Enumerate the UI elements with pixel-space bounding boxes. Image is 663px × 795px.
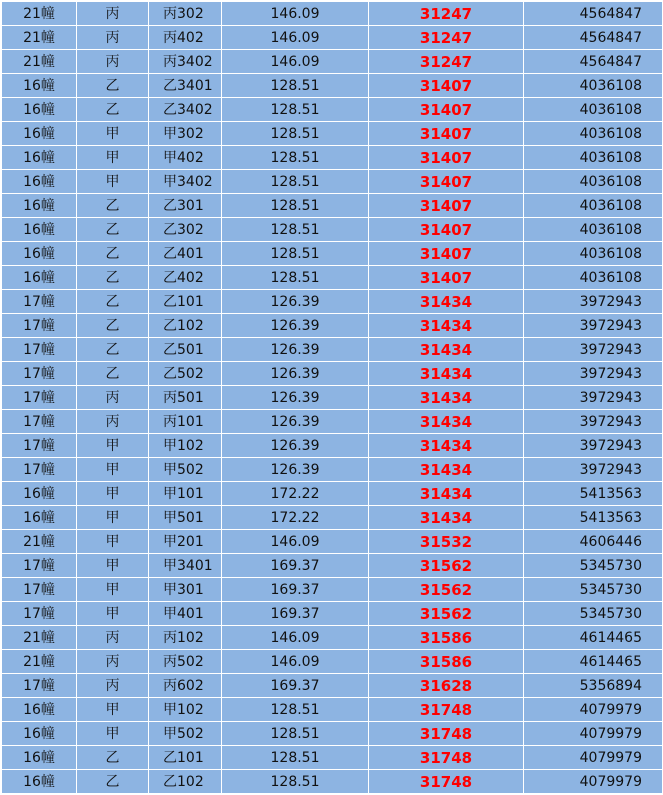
room-cell: 丙602 [149,674,222,698]
area-cell: 126.39 [222,386,369,410]
unit-cell: 乙 [77,218,149,242]
room-cell: 甲3401 [149,554,222,578]
unit-cell: 甲 [77,170,149,194]
building-cell: 17幢 [2,410,77,434]
table-row [2,26,663,50]
unit-price-cell: 31434 [369,290,524,314]
unit-cell: 甲 [77,434,149,458]
unit-cell: 乙 [77,338,149,362]
building-cell: 17幢 [2,338,77,362]
room-cell: 乙302 [149,218,222,242]
total-price-cell: 4036108 [524,74,663,98]
building-cell: 16幢 [2,194,77,218]
unit-price-cell: 31407 [369,74,524,98]
room-cell: 甲502 [149,722,222,746]
total-price-cell: 4036108 [524,170,663,194]
total-price-cell: 5413563 [524,482,663,506]
room-cell: 丙101 [149,410,222,434]
unit-price-cell: 31434 [369,434,524,458]
unit-cell: 丙 [77,410,149,434]
total-price-cell: 4036108 [524,266,663,290]
total-price-cell: 4606446 [524,530,663,554]
room-cell: 丙501 [149,386,222,410]
unit-price-cell: 31434 [369,410,524,434]
total-price-cell: 4036108 [524,194,663,218]
building-cell: 21幢 [2,530,77,554]
unit-cell: 乙 [77,242,149,266]
building-cell: 16幢 [2,218,77,242]
table-row [2,338,663,362]
unit-price-cell: 31247 [369,2,524,26]
area-cell: 128.51 [222,218,369,242]
area-cell: 126.39 [222,434,369,458]
table-row [2,530,663,554]
area-cell: 128.51 [222,98,369,122]
unit-price-cell: 31748 [369,770,524,794]
area-cell: 146.09 [222,626,369,650]
building-cell: 16幢 [2,122,77,146]
area-cell: 172.22 [222,482,369,506]
unit-cell: 甲 [77,554,149,578]
unit-cell: 乙 [77,98,149,122]
unit-price-cell: 31247 [369,26,524,50]
building-cell: 17幢 [2,554,77,578]
unit-cell: 丙 [77,674,149,698]
unit-cell: 丙 [77,650,149,674]
unit-cell: 乙 [77,746,149,770]
area-cell: 146.09 [222,50,369,74]
unit-price-cell: 31532 [369,530,524,554]
building-cell: 21幢 [2,26,77,50]
room-cell: 甲402 [149,146,222,170]
price-table [1,1,663,794]
unit-cell: 丙 [77,50,149,74]
total-price-cell: 3972943 [524,290,663,314]
table-row [2,482,663,506]
total-price-cell: 4036108 [524,146,663,170]
total-price-cell: 4614465 [524,626,663,650]
price-table-body [2,2,663,794]
total-price-cell: 4079979 [524,698,663,722]
room-cell: 丙502 [149,650,222,674]
total-price-cell: 5345730 [524,578,663,602]
building-cell: 16幢 [2,482,77,506]
area-cell: 146.09 [222,650,369,674]
room-cell: 甲3402 [149,170,222,194]
room-cell: 甲101 [149,482,222,506]
building-cell: 17幢 [2,314,77,338]
table-row [2,290,663,314]
unit-price-cell: 31434 [369,458,524,482]
building-cell: 16幢 [2,98,77,122]
unit-price-cell: 31586 [369,626,524,650]
building-cell: 21幢 [2,626,77,650]
table-row [2,386,663,410]
unit-price-cell: 31407 [369,266,524,290]
total-price-cell: 4564847 [524,2,663,26]
building-cell: 21幢 [2,650,77,674]
building-cell: 17幢 [2,434,77,458]
unit-price-cell: 31247 [369,50,524,74]
total-price-cell: 5356894 [524,674,663,698]
table-row [2,578,663,602]
unit-price-cell: 31562 [369,578,524,602]
unit-cell: 乙 [77,314,149,338]
table-row [2,554,663,578]
unit-cell: 甲 [77,578,149,602]
total-price-cell: 4079979 [524,770,663,794]
room-cell: 甲302 [149,122,222,146]
total-price-cell: 5345730 [524,554,663,578]
unit-cell: 丙 [77,386,149,410]
total-price-cell: 4614465 [524,650,663,674]
table-row [2,506,663,530]
building-cell: 17幢 [2,602,77,626]
building-cell: 17幢 [2,458,77,482]
building-cell: 17幢 [2,578,77,602]
room-cell: 甲102 [149,698,222,722]
room-cell: 甲102 [149,434,222,458]
unit-cell: 丙 [77,2,149,26]
unit-cell: 甲 [77,698,149,722]
unit-price-cell: 31562 [369,554,524,578]
unit-cell: 甲 [77,506,149,530]
table-row [2,266,663,290]
area-cell: 128.51 [222,746,369,770]
unit-cell: 甲 [77,458,149,482]
table-row [2,362,663,386]
unit-cell: 乙 [77,290,149,314]
unit-cell: 乙 [77,362,149,386]
area-cell: 126.39 [222,338,369,362]
room-cell: 乙102 [149,314,222,338]
total-price-cell: 4036108 [524,98,663,122]
area-cell: 126.39 [222,314,369,338]
area-cell: 169.37 [222,674,369,698]
area-cell: 126.39 [222,290,369,314]
building-cell: 16幢 [2,746,77,770]
total-price-cell: 5345730 [524,602,663,626]
total-price-cell: 3972943 [524,338,663,362]
area-cell: 126.39 [222,362,369,386]
unit-cell: 甲 [77,722,149,746]
building-cell: 16幢 [2,146,77,170]
area-cell: 172.22 [222,506,369,530]
building-cell: 16幢 [2,698,77,722]
unit-price-cell: 31586 [369,650,524,674]
building-cell: 17幢 [2,362,77,386]
room-cell: 乙102 [149,770,222,794]
total-price-cell: 4036108 [524,218,663,242]
room-cell: 甲301 [149,578,222,602]
total-price-cell: 3972943 [524,314,663,338]
table-row [2,602,663,626]
unit-price-cell: 31434 [369,314,524,338]
room-cell: 乙301 [149,194,222,218]
area-cell: 169.37 [222,578,369,602]
room-cell: 乙501 [149,338,222,362]
unit-cell: 甲 [77,122,149,146]
building-cell: 21幢 [2,2,77,26]
building-cell: 17幢 [2,290,77,314]
room-cell: 乙3402 [149,98,222,122]
room-cell: 丙3402 [149,50,222,74]
total-price-cell: 3972943 [524,362,663,386]
room-cell: 乙3401 [149,74,222,98]
unit-price-cell: 31562 [369,602,524,626]
table-row [2,626,663,650]
building-cell: 17幢 [2,386,77,410]
room-cell: 甲401 [149,602,222,626]
table-row [2,434,663,458]
unit-price-cell: 31407 [369,242,524,266]
room-cell: 丙302 [149,2,222,26]
unit-price-cell: 31748 [369,698,524,722]
unit-cell: 乙 [77,770,149,794]
building-cell: 16幢 [2,170,77,194]
table-row [2,314,663,338]
area-cell: 128.51 [222,242,369,266]
building-cell: 17幢 [2,674,77,698]
total-price-cell: 3972943 [524,410,663,434]
building-cell: 21幢 [2,50,77,74]
table-row [2,98,663,122]
table-row [2,458,663,482]
area-cell: 128.51 [222,266,369,290]
unit-cell: 乙 [77,194,149,218]
unit-price-cell: 31434 [369,506,524,530]
building-cell: 16幢 [2,722,77,746]
area-cell: 146.09 [222,26,369,50]
room-cell: 乙101 [149,290,222,314]
area-cell: 169.37 [222,554,369,578]
area-cell: 128.51 [222,122,369,146]
unit-price-cell: 31434 [369,362,524,386]
area-cell: 128.51 [222,146,369,170]
table-row [2,194,663,218]
unit-price-cell: 31434 [369,482,524,506]
table-row [2,146,663,170]
unit-price-cell: 31407 [369,146,524,170]
room-cell: 乙101 [149,746,222,770]
unit-price-cell: 31407 [369,218,524,242]
table-row [2,74,663,98]
area-cell: 126.39 [222,410,369,434]
unit-cell: 乙 [77,74,149,98]
table-row [2,242,663,266]
table-row [2,746,663,770]
unit-cell: 甲 [77,602,149,626]
total-price-cell: 4079979 [524,722,663,746]
unit-price-cell: 31407 [369,122,524,146]
total-price-cell: 4079979 [524,746,663,770]
unit-cell: 乙 [77,266,149,290]
unit-cell: 甲 [77,482,149,506]
total-price-cell: 4036108 [524,242,663,266]
building-cell: 16幢 [2,74,77,98]
building-cell: 16幢 [2,770,77,794]
room-cell: 丙102 [149,626,222,650]
area-cell: 128.51 [222,698,369,722]
table-row [2,410,663,434]
unit-price-cell: 31434 [369,386,524,410]
table-row [2,218,663,242]
total-price-cell: 3972943 [524,458,663,482]
building-cell: 16幢 [2,506,77,530]
table-row [2,650,663,674]
unit-cell: 丙 [77,26,149,50]
total-price-cell: 4564847 [524,26,663,50]
table-row [2,2,663,26]
total-price-cell: 5413563 [524,506,663,530]
unit-price-cell: 31748 [369,722,524,746]
unit-cell: 甲 [77,146,149,170]
room-cell: 丙402 [149,26,222,50]
unit-price-cell: 31628 [369,674,524,698]
table-row [2,698,663,722]
area-cell: 128.51 [222,170,369,194]
unit-cell: 甲 [77,530,149,554]
total-price-cell: 3972943 [524,434,663,458]
area-cell: 128.51 [222,722,369,746]
area-cell: 146.09 [222,530,369,554]
unit-price-cell: 31434 [369,338,524,362]
total-price-cell: 4564847 [524,50,663,74]
building-cell: 16幢 [2,242,77,266]
area-cell: 126.39 [222,458,369,482]
total-price-cell: 4036108 [524,122,663,146]
area-cell: 128.51 [222,770,369,794]
room-cell: 甲502 [149,458,222,482]
unit-price-cell: 31407 [369,98,524,122]
unit-price-cell: 31407 [369,194,524,218]
building-cell: 16幢 [2,266,77,290]
area-cell: 169.37 [222,602,369,626]
room-cell: 乙401 [149,242,222,266]
table-row [2,674,663,698]
table-row [2,50,663,74]
room-cell: 甲201 [149,530,222,554]
room-cell: 甲501 [149,506,222,530]
area-cell: 128.51 [222,74,369,98]
table-row [2,770,663,794]
table-row [2,722,663,746]
area-cell: 146.09 [222,2,369,26]
area-cell: 128.51 [222,194,369,218]
unit-cell: 丙 [77,626,149,650]
table-row [2,122,663,146]
room-cell: 乙502 [149,362,222,386]
unit-price-cell: 31748 [369,746,524,770]
table-row [2,170,663,194]
room-cell: 乙402 [149,266,222,290]
total-price-cell: 3972943 [524,386,663,410]
unit-price-cell: 31407 [369,170,524,194]
